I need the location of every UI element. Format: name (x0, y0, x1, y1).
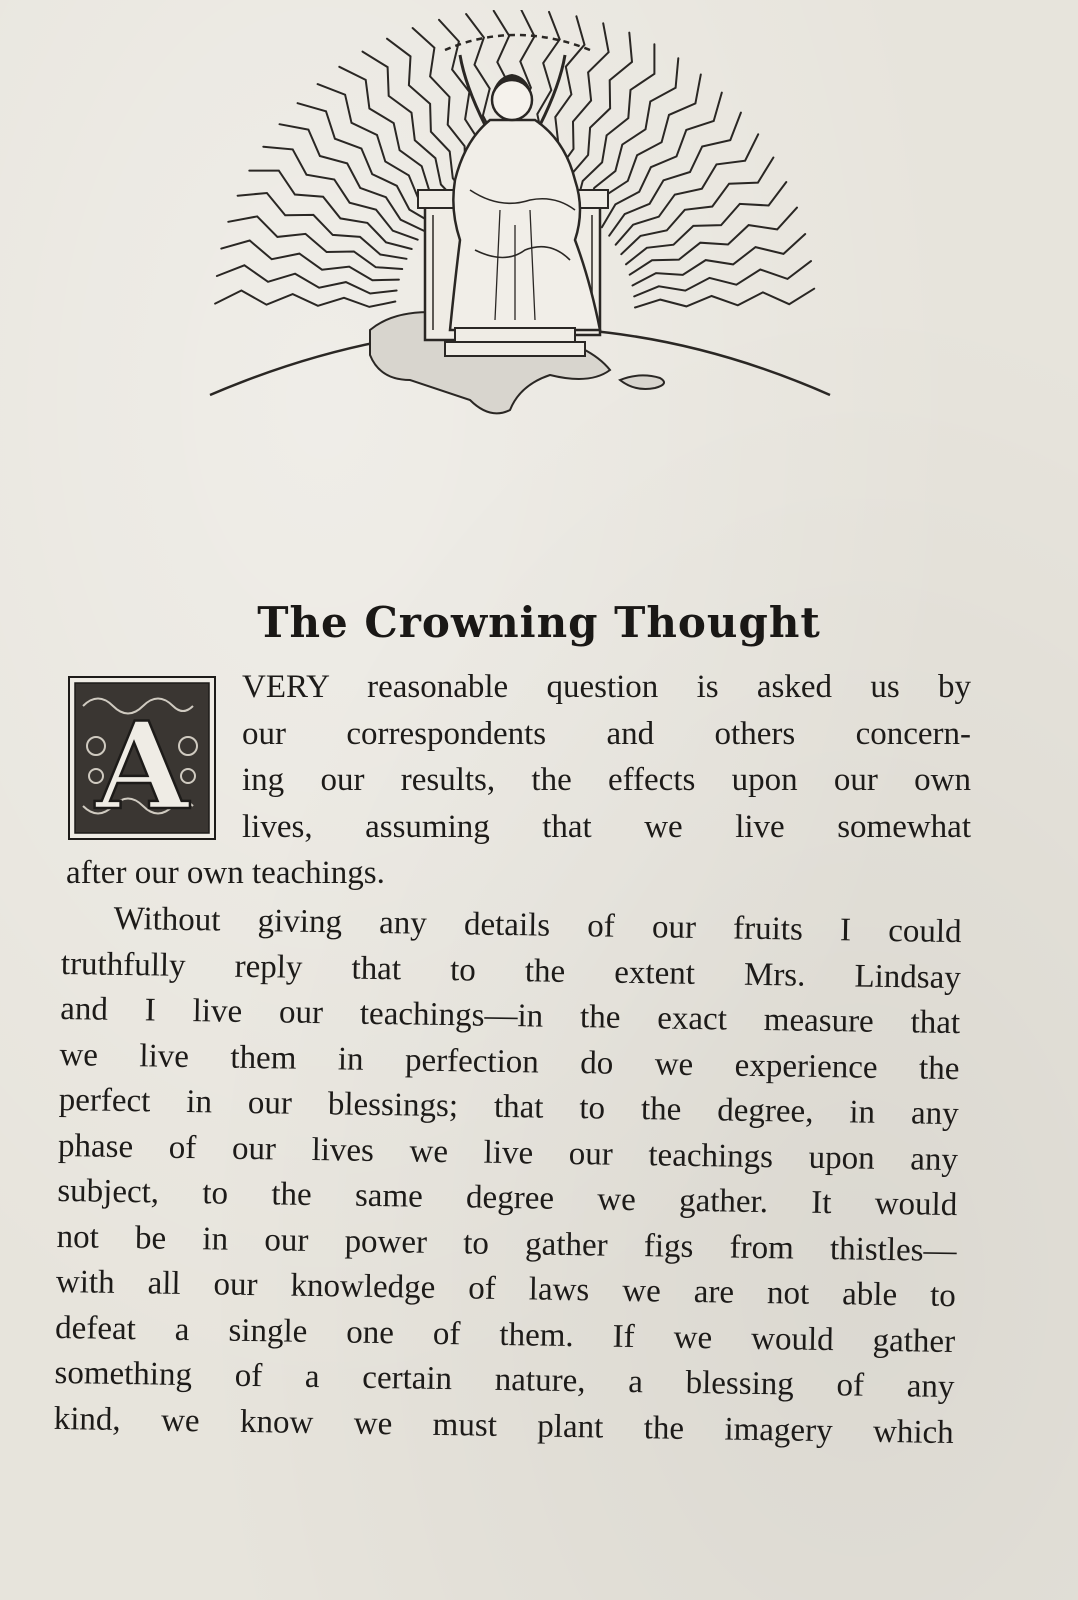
text-line: Without giving any details of our fruits I could (113, 900, 962, 951)
text-line: subject, to the same degree we gather. It would (57, 1172, 958, 1224)
text-line: defeat a single one of them. If we would gather (54, 1309, 956, 1360)
dropcap-letter: A (95, 696, 189, 837)
text-line: not be in our power to gather figs from thistles— (56, 1218, 957, 1269)
text-line: perfect in our blessings; that to the degree, in any (58, 1081, 959, 1133)
text-line: VERY reasonable question is asked us by (242, 669, 971, 705)
text-line: truthfully reply that to the extent Mrs. Lindsay (60, 945, 962, 996)
text-line: phase of our lives we live our teachings upon any (57, 1127, 959, 1178)
text-line: ing our results, the effects upon our own (242, 762, 971, 798)
paragraph-1 (66, 664, 971, 897)
light-ray (339, 67, 449, 210)
light-ray (626, 182, 786, 264)
enthroned-figure-illustration (200, 10, 850, 420)
light-ray (634, 261, 811, 296)
light-ray (635, 289, 814, 308)
light-ray (616, 134, 759, 244)
text-line: and I live our teachings—in the exact measure that (59, 990, 961, 1042)
text-line: with all our knowledge of laws we are not able to (55, 1263, 957, 1315)
light-ray (609, 113, 741, 236)
light-ray (228, 216, 402, 269)
text-line: kind, we know we must plant the imagery which (53, 1400, 954, 1451)
chapter-title: The Crowning Thought (257, 598, 821, 647)
text-line: after our own teachings. (66, 855, 385, 891)
text-line: something of a certain nature, a blessing of any (54, 1354, 955, 1406)
paragraph-2 (53, 896, 961, 1456)
text-line: we live them in perfection do we experience the (59, 1036, 960, 1087)
text-line: our correspondents and others concern- (242, 715, 971, 752)
text-line: lives, assuming that we live somewhat (242, 808, 971, 845)
